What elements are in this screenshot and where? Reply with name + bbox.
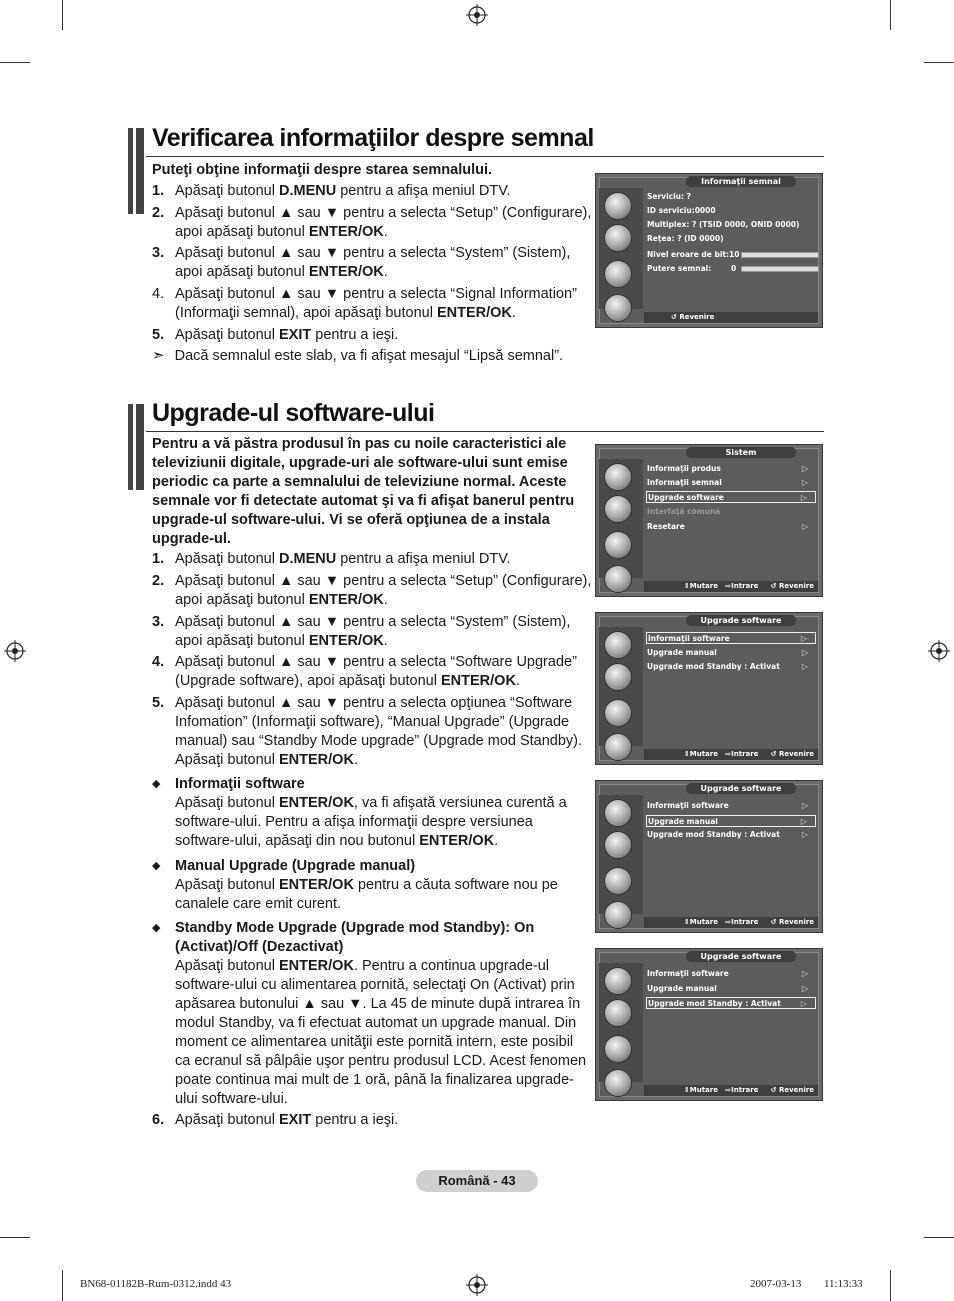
button-name: ENTER/OK [279,877,354,893]
screen-title: Informaţii semnal [686,176,796,187]
text-run: . [515,673,520,689]
menu-item-selected: Upgrade manual ▷ [646,815,816,827]
text-run: Apăsaţi butonul ▲ sau ▼ pentru a selecta “Software Upgrade” (Upgrade software), apoi apăsaţi butonul [175,654,577,689]
bullet-item [152,775,592,851]
setup-icon [604,531,632,559]
step-number: 1. [152,183,165,199]
button-name: EXIT [279,327,312,343]
diamond-bullet-icon: ◆ [152,860,161,872]
diamond-bullet-icon: ◆ [152,922,161,934]
button-name: D.MENU [279,183,337,199]
button-name: ENTER/OK [419,833,495,849]
step-text [175,182,592,201]
system-menu-screen [595,444,823,597]
screen-footer: ⇕Mutare ⇨Intrare ↺ Revenire [644,917,818,928]
step-text [175,694,592,770]
bullet-heading: Standby Mode Upgrade (Upgrade mod Standby): On (Activat)/Off (Dezactivat) [175,920,535,955]
file-slug: BN68-01182B-Rum-0312.indd 43 [80,1278,232,1290]
picture-icon [604,631,632,659]
bullet-heading: Manual Upgrade (Upgrade manual) [175,858,416,874]
menu-item: Informaţii software ▷ [647,969,808,978]
text-run: . [383,264,388,280]
menu-item: Upgrade mod Standby : Activat ▷ [647,830,808,839]
menu-item: Informaţii semnal ▷ [647,478,808,487]
step-text [175,204,592,242]
setup-icon [604,260,632,288]
step-number: 5. [152,327,165,343]
section-intro: Puteţi obţine informaţii despre starea semnalului. [152,162,493,178]
registration-mark-icon [466,4,488,26]
setup-icon [604,699,632,727]
step-number: 2. [152,205,165,221]
screen-title: Upgrade software [686,615,796,626]
step-text [175,572,592,610]
picture-icon [604,463,632,491]
button-name: ENTER/OK [441,673,516,689]
input-icon [604,733,632,761]
sound-icon [604,495,632,523]
registration-mark-icon [4,640,26,662]
screen-title: Upgrade software [686,783,796,794]
text-run: . [511,305,516,321]
input-icon [604,294,632,322]
screen-title: Upgrade software [686,951,796,962]
step [152,182,592,201]
crop-mark [0,62,30,63]
crop-mark [62,1270,63,1301]
upgrade-software-screen [595,948,823,1101]
step-text [175,653,592,691]
step-text [175,326,592,345]
menu-item: Upgrade manual ▷ [647,984,808,993]
button-name: ENTER/OK [308,224,384,240]
input-icon [604,1069,632,1097]
signal-info-screen [595,173,823,328]
crop-mark [890,1270,891,1301]
step-number: 3. [152,245,165,261]
step [152,550,592,569]
crop-mark [924,62,954,63]
button-name: ENTER/OK [308,592,384,608]
step-number: 2. [152,573,165,589]
menu-item-selected: Upgrade mod Standby : Activat ▷ [646,997,816,1009]
signal-line: Putere semnal: [647,264,712,273]
step [152,204,592,242]
signal-line: Multiplex: ? (TSID 0000, ONID 0000) [647,220,800,229]
step [152,285,592,323]
menu-item: Informaţii produs ▷ [647,464,808,473]
text-run: Apăsaţi butonul ▲ sau ▼ pentru a selecta “System” (Sistem), apoi apăsaţi butonul [175,245,571,280]
button-name: ENTER/OK [436,305,512,321]
button-name: EXIT [279,1112,312,1128]
bit-error-value: 10 [729,250,740,259]
menu-item: Resetare ▷ [647,522,808,531]
signal-line: Reţea: ? (ID 0000) [647,234,724,243]
upgrade-software-screen [595,612,823,765]
signal-line: Serviciu: ? [647,192,691,201]
step-number: 6. [152,1112,165,1128]
text-run: Apăsaţi butonul [175,183,279,199]
text-run: Apăsaţi butonul [175,795,279,811]
crop-mark [62,0,63,30]
text-run: Apăsaţi butonul [175,877,279,893]
crop-mark [924,1237,954,1238]
text-run: . [353,752,358,768]
button-name: ENTER/OK [279,958,354,974]
signal-strength-bar [741,266,819,272]
crop-mark [890,0,891,30]
screen-title: Sistem [686,447,796,458]
menu-item-disabled: Interfaţă comună [647,507,721,516]
signal-line: Nivel eroare de bit: [647,250,729,259]
text-run: . Pentru a continua upgrade-ul software-ului cu alimentarea pornită, selectaţi On (Activat) prin apăsarea butonului ▲ sau ▼. La 45 de minute după intrarea în modul Standby, va fi efectuat automat un upgrade manual. Din moment ce alimentarea unităţii este pornită intern, este posibil ca ecranul să pâlpâie uşor pentru produsul LCD. Acest fenomen poate continua mai mult de 1 oră, până la finalizarea upgrade-ului software-ului. [175,958,587,1107]
step-number: 3. [152,614,165,630]
text-run: pentru a ieşi. [311,1112,399,1128]
screen-footer: ⇕Mutare ⇨Intrare ↺ Revenire [644,581,818,592]
step [152,694,592,770]
step [152,326,592,345]
bullet-text [175,775,592,851]
text-run: Apăsaţi butonul [175,958,279,974]
section-intro: Pentru a vă păstra produsul în pas cu noile caracteristici ale televiziunii digitale, upgrade-uri ale software-ului sunt emise periodic ca parte a semnalului de televiziune normal. Aceste semnale vor fi detectate automat şi va fi afişat banerul pentru upgrade-ul software-ului. Vi se oferă opţiunea de a instala upgrade-ul. [152,436,575,547]
menu-item: Upgrade mod Standby : Activat ▷ [647,662,808,671]
button-name: ENTER/OK [308,264,384,280]
text-run: Apăsaţi butonul [175,551,279,567]
bit-error-bar [741,252,819,258]
section-title: Upgrade-ul software-ului [152,399,435,427]
signal-strength-value: 0 [731,264,737,273]
diamond-bullet-icon: ◆ [152,778,161,790]
registration-mark-icon [466,1274,488,1296]
step-text [175,285,592,323]
button-name: D.MENU [279,551,337,567]
text-run: pentru a ieşi. [311,327,399,343]
text-run: Apăsaţi butonul [175,327,279,343]
text-run: Apăsaţi butonul [175,1112,279,1128]
step [152,1111,592,1130]
step-number: 4. [152,654,165,670]
step-text [175,550,592,569]
date-slug: 2007-03-13 ￿￿ 11:13:33 [750,1278,863,1290]
screen-footer: ⇕Mutare ⇨Intrare ↺ Revenire [644,1085,818,1096]
text-run: , va fi afişată versiunea curentă a software-ului. Pentru a afişa informaţii despre versiunea software-ului, apăsaţi din nou butonul [175,795,567,849]
screen-footer: ⇕Mutare ⇨Intrare ↺ Revenire [644,749,818,760]
title-rule [146,431,824,432]
bullet-item [152,919,592,1109]
bullet-text [175,857,592,914]
section-title: Verificarea informaţiilor despre semnal [152,124,594,152]
setup-icon [604,1035,632,1063]
step [152,613,592,651]
step-text [175,613,592,651]
signal-line: ID serviciu:0000 [647,206,716,215]
step [152,244,592,282]
picture-icon [604,967,632,995]
text-run: Apăsaţi butonul ▲ sau ▼ pentru a selecta “Setup” (Configurare), apoi apăsaţi butonul [175,205,592,240]
picture-icon [604,799,632,827]
registration-mark-icon [928,640,950,662]
step-number: 5. [152,695,165,711]
button-name: ENTER/OK [308,633,384,649]
text-run: Apăsaţi butonul ▲ sau ▼ pentru a selecta “Setup” (Configurare), apoi apăsaţi butonul [175,573,592,608]
sound-icon [604,831,632,859]
text-run: . [494,833,499,849]
note-text: Dacă semnalul este slab, va fi afişat mesajul “Lipsă semnal”. [174,348,564,364]
step-text [175,1111,592,1130]
button-name: ENTER/OK [279,752,354,768]
bullet-text [175,919,592,1109]
section-marker [128,404,144,490]
text-run: pentru a căuta software nou pe canalele care emit curent. [175,877,558,912]
text-run: pentru a afişa meniul DTV. [336,551,511,567]
sound-icon [604,663,632,691]
bullet-heading: Informaţii software [175,776,305,792]
step [152,572,592,610]
step-text [175,244,592,282]
text-run: . [383,592,388,608]
note-arrow-icon: ➣ [152,347,165,364]
step [152,653,592,691]
sound-icon [604,999,632,1027]
text-run: Apăsaţi butonul ▲ sau ▼ pentru a selecta “Signal Information” (Informaţii semnal), apoi apăsaţi butonul [175,286,577,321]
step-number: 4. [152,286,165,302]
input-icon [604,565,632,593]
input-icon [604,901,632,929]
button-name: ENTER/OK [279,795,354,811]
step-number: 1. [152,551,165,567]
menu-item: Upgrade manual ▷ [647,648,808,657]
menu-item: Informaţii software ▷ [647,801,808,810]
setup-icon [604,867,632,895]
title-rule [146,156,824,157]
text-run: . [383,224,388,240]
picture-icon [604,192,632,220]
text-run: . [383,633,388,649]
text-run: pentru a afişa meniul DTV. [336,183,511,199]
section-marker [128,128,144,214]
page-number-badge: Română - 43 [416,1170,538,1192]
bullet-item [152,857,592,914]
text-run: Apăsaţi butonul ▲ sau ▼ pentru a selecta opţiunea “Software Infomation” (Informaţii software), “Manual Upgrade” (Upgrade manual) sau “Standby Mode upgrade” (Upgrade mod Standby). Apăsaţi butonul [175,695,583,768]
sound-icon [604,224,632,252]
text-run: Apăsaţi butonul ▲ sau ▼ pentru a selecta “System” (Sistem), apoi apăsaţi butonul [175,614,571,649]
screen-footer: ↺ Revenire [644,312,818,323]
upgrade-software-screen [595,780,823,933]
menu-item-selected: Upgrade software ▷ [646,491,816,503]
crop-mark [0,1237,30,1238]
note [152,346,592,366]
menu-item-selected: Informaţii software ▷ [646,632,816,644]
